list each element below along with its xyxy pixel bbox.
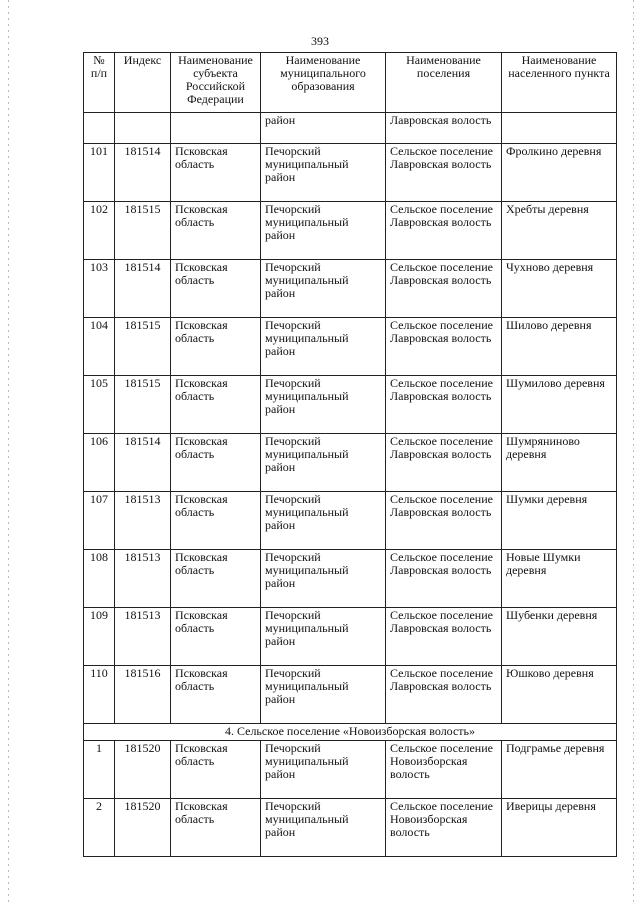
table-row [84, 492, 617, 550]
cell-municipal: Печорский муниципальный район [261, 318, 386, 376]
header-index: Индекс [115, 53, 171, 113]
cell-index: 181515 [115, 376, 171, 434]
table-header-row [84, 53, 617, 113]
cell-settlement: Сельское поселение Лавровская волость [386, 318, 502, 376]
cell-settlement: Сельское поселение Лавровская волость [386, 260, 502, 318]
cell-num [84, 113, 115, 144]
header-settlement: Наименование поселения [386, 53, 502, 113]
table-row [84, 260, 617, 318]
scan-edge-left [8, 0, 9, 905]
cell-municipal: Печорский муниципальный район [261, 799, 386, 857]
cell-subject: Псковская область [171, 492, 261, 550]
cell-num: 2 [84, 799, 115, 857]
cell-subject: Псковская область [171, 202, 261, 260]
cell-settlement: Сельское поселение Новоизборская волость [386, 799, 502, 857]
cell-subject: Псковская область [171, 434, 261, 492]
page-number: 393 [311, 34, 329, 48]
cell-num: 103 [84, 260, 115, 318]
table-row [84, 202, 617, 260]
section-row [84, 724, 617, 741]
table-row [84, 741, 617, 799]
cell-locality: Шумки деревня [502, 492, 617, 550]
cell-settlement: Сельское поселение Лавровская волость [386, 550, 502, 608]
cell-index: 181515 [115, 318, 171, 376]
cell-subject: Псковская область [171, 260, 261, 318]
cell-num: 106 [84, 434, 115, 492]
cell-index: 181513 [115, 492, 171, 550]
cell-index: 181514 [115, 434, 171, 492]
cell-subject: Псковская область [171, 608, 261, 666]
cell-subject: Псковская область [171, 666, 261, 724]
header-num: № п/п [84, 53, 115, 113]
cell-index: 181520 [115, 799, 171, 857]
cell-locality: Шумряниново деревня [502, 434, 617, 492]
cell-subject: Псковская область [171, 376, 261, 434]
cell-num: 110 [84, 666, 115, 724]
cell-subject: Псковская область [171, 144, 261, 202]
cell-municipal: Печорский муниципальный район [261, 550, 386, 608]
table-row [84, 434, 617, 492]
cell-locality: Иверицы деревня [502, 799, 617, 857]
cell-locality [502, 113, 617, 144]
cell-index: 181515 [115, 202, 171, 260]
cell-index: 181514 [115, 260, 171, 318]
cell-settlement: Сельское поселение Лавровская волость [386, 376, 502, 434]
cell-municipal: Печорский муниципальный район [261, 492, 386, 550]
cell-settlement: Сельское поселение Лавровская волость [386, 202, 502, 260]
table-row [84, 608, 617, 666]
table-row [84, 144, 617, 202]
cell-locality: Юшково деревня [502, 666, 617, 724]
cell-locality: Шилово деревня [502, 318, 617, 376]
cell-municipal: Печорский муниципальный район [261, 741, 386, 799]
cell-settlement: Сельское поселение Лавровская волость [386, 608, 502, 666]
cell-locality: Новые Шумки деревня [502, 550, 617, 608]
cell-index: 181514 [115, 144, 171, 202]
cell-index: 181513 [115, 550, 171, 608]
scan-edge-right [633, 0, 634, 905]
cell-num: 109 [84, 608, 115, 666]
table-row [84, 666, 617, 724]
cell-num: 102 [84, 202, 115, 260]
cell-locality: Шумилово деревня [502, 376, 617, 434]
continuation-row [84, 113, 617, 144]
cell-municipal: Печорский муниципальный район [261, 144, 386, 202]
table-row [84, 376, 617, 434]
cell-municipal: Печорский муниципальный район [261, 666, 386, 724]
cell-num: 101 [84, 144, 115, 202]
cell-settlement: Сельское поселение Лавровская волость [386, 666, 502, 724]
cell-subject: Псковская область [171, 741, 261, 799]
cell-num: 107 [84, 492, 115, 550]
cell-index: 181520 [115, 741, 171, 799]
table-row [84, 550, 617, 608]
cell-municipal: Печорский муниципальный район [261, 260, 386, 318]
table-row [84, 799, 617, 857]
cell-num: 104 [84, 318, 115, 376]
cell-num: 105 [84, 376, 115, 434]
cell-subject: Псковская область [171, 318, 261, 376]
cell-locality: Фролкино деревня [502, 144, 617, 202]
cell-municipal: район [261, 113, 386, 144]
cell-num: 1 [84, 741, 115, 799]
header-subject: Наименование субъекта Российской Федерации [171, 53, 261, 113]
cell-settlement: Лавровская волость [386, 113, 502, 144]
locality-registry-table [83, 52, 617, 857]
cell-municipal: Печорский муниципальный район [261, 434, 386, 492]
cell-subject: Псковская область [171, 550, 261, 608]
cell-settlement: Сельское поселение Новоизборская волость [386, 741, 502, 799]
cell-settlement: Сельское поселение Лавровская волость [386, 434, 502, 492]
cell-municipal: Печорский муниципальный район [261, 202, 386, 260]
table-row [84, 318, 617, 376]
header-municipal: Наименование муниципального образования [261, 53, 386, 113]
cell-subject [171, 113, 261, 144]
cell-settlement: Сельское поселение Лавровская волость [386, 492, 502, 550]
section-title: 4. Сельское поселение «Новоизборская волость» [84, 724, 617, 741]
cell-locality: Шубенки деревня [502, 608, 617, 666]
cell-index: 181516 [115, 666, 171, 724]
cell-index [115, 113, 171, 144]
cell-subject: Псковская область [171, 799, 261, 857]
cell-index: 181513 [115, 608, 171, 666]
header-locality: Наименование населенного пункта [502, 53, 617, 113]
cell-settlement: Сельское поселение Лавровская волость [386, 144, 502, 202]
cell-locality: Хребты деревня [502, 202, 617, 260]
cell-municipal: Печорский муниципальный район [261, 376, 386, 434]
cell-locality: Подграмье деревня [502, 741, 617, 799]
cell-municipal: Печорский муниципальный район [261, 608, 386, 666]
cell-num: 108 [84, 550, 115, 608]
cell-locality: Чухново деревня [502, 260, 617, 318]
